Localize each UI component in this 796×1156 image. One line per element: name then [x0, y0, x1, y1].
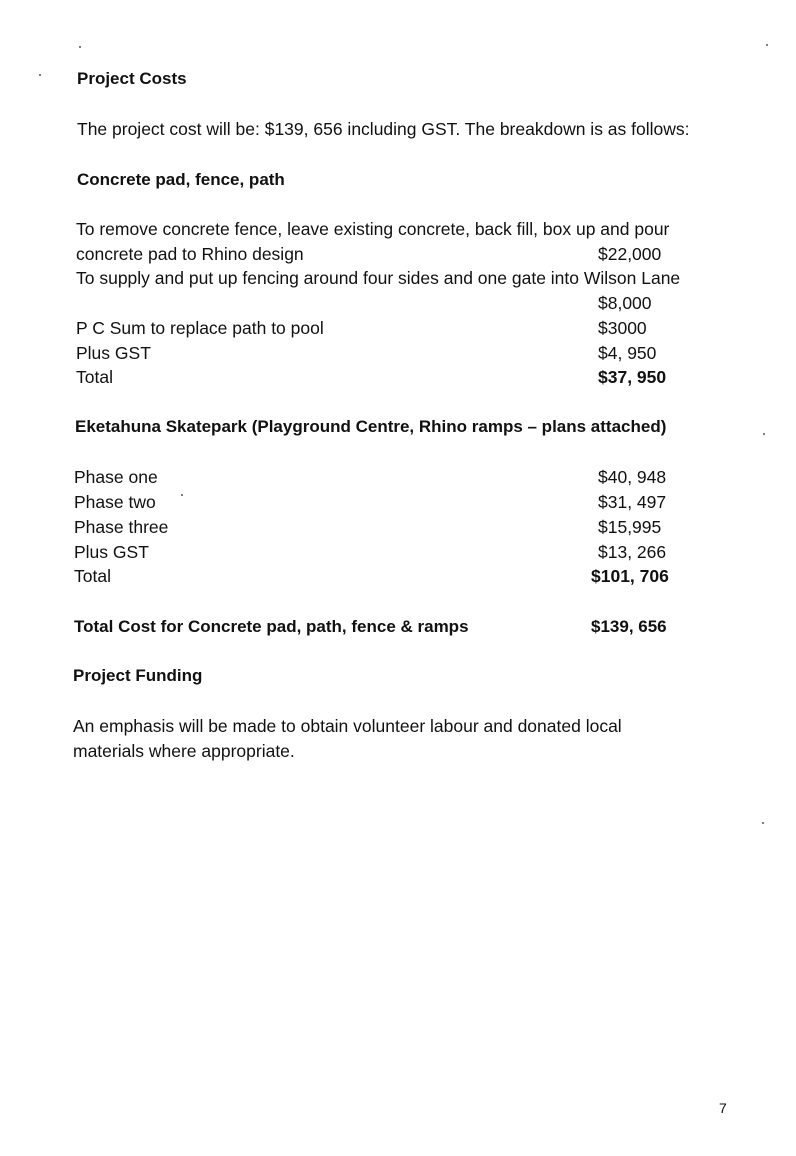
cost-total-label: Total — [76, 367, 113, 387]
scan-speck — [766, 44, 768, 46]
funding-line-2: materials where appropriate. — [73, 741, 295, 761]
gst-amount: $13, 266 — [598, 542, 667, 562]
cost-item-amount: $3000 — [598, 318, 647, 338]
phase-label: Phase two — [74, 492, 156, 512]
concrete-line-2: concrete pad to Rhino design — [76, 244, 304, 264]
scan-speck — [181, 494, 183, 496]
scan-speck — [762, 822, 764, 824]
cost-item-label: Plus GST — [76, 343, 151, 363]
page-number: 7 — [719, 1100, 727, 1116]
phase-label: Phase one — [74, 467, 158, 487]
fencing-line: To supply and put up fencing around four sides and one gate into Wilson Lane — [76, 268, 681, 288]
concrete-line-1: To remove concrete fence, leave existing concrete, back fill, box up and pour — [76, 219, 670, 239]
grand-total-label: Total Cost for Concrete pad, path, fence & ramps — [74, 617, 469, 636]
phase-amount: $40, 948 — [598, 467, 667, 487]
gst-label: Plus GST — [74, 542, 149, 562]
concrete-line-2-amount: $22,000 — [598, 244, 662, 264]
concrete-section-heading: Concrete pad, fence, path — [77, 170, 285, 189]
scan-speck — [763, 433, 765, 435]
project-costs-heading: Project Costs — [77, 69, 187, 88]
intro-paragraph: The project cost will be: $139, 656 including GST. The breakdown is as follows: — [77, 119, 690, 139]
project-funding-heading: Project Funding — [73, 666, 203, 685]
cost-total-amount: $37, 950 — [598, 367, 667, 387]
fencing-amount: $8,000 — [598, 293, 652, 313]
skatepark-total-amount: $101, 706 — [591, 566, 669, 586]
cost-item-amount: $4, 950 — [598, 343, 657, 363]
cost-item-label: P C Sum to replace path to pool — [76, 318, 324, 338]
scan-speck — [79, 46, 81, 48]
skatepark-total-label: Total — [74, 566, 111, 586]
phase-amount: $15,995 — [598, 517, 662, 537]
phase-amount: $31, 497 — [598, 492, 667, 512]
skatepark-section-heading: Eketahuna Skatepark (Playground Centre, Rhino ramps – plans attached) — [75, 417, 667, 436]
funding-line-1: An emphasis will be made to obtain volunteer labour and donated local — [73, 716, 622, 736]
scan-speck — [39, 74, 41, 76]
phase-label: Phase three — [74, 517, 169, 537]
grand-total-amount: $139, 656 — [591, 617, 667, 636]
